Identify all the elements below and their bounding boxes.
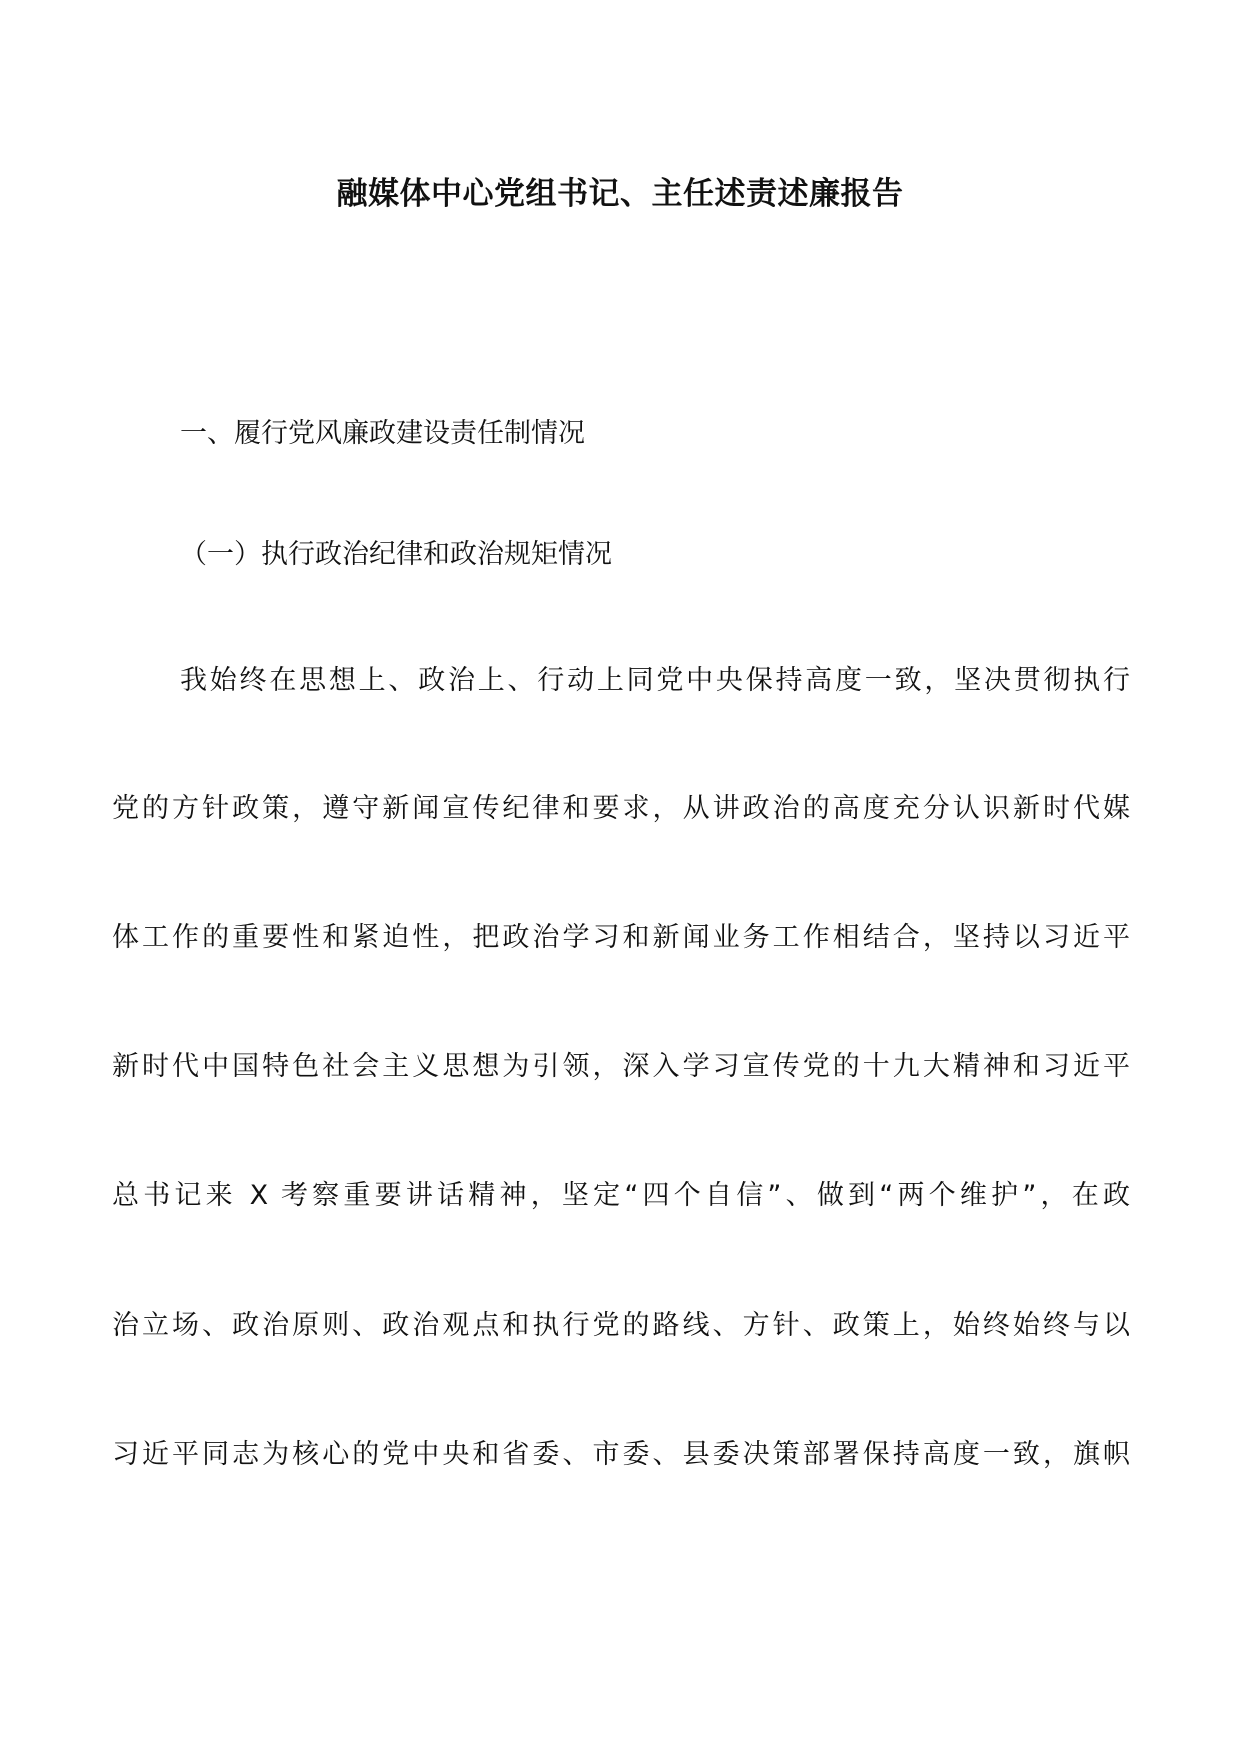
subsection-heading: （一）执行政治纪律和政治规矩情况 (180, 539, 612, 570)
document-title: 融媒体中心党组书记、主任述责述廉报告 (336, 176, 904, 212)
paragraph-line-4: 新时代中国特色社会主义思想为引领，深入学习宣传党的十九大精神和习近平 (112, 1051, 1130, 1082)
paragraph-line-5: 总书记来 X 考察重要讲话精神，坚定“四个自信”、做到“两个维护”，在政 (112, 1180, 1130, 1211)
paragraph-line-7: 习近平同志为核心的党中央和省委、市委、县委决策部署保持高度一致，旗帜 (112, 1439, 1130, 1470)
paragraph-line-1: 我始终在思想上、政治上、行动上同党中央保持高度一致，坚决贯彻执行 (180, 665, 1130, 696)
section-heading: 一、履行党风廉政建设责任制情况 (180, 418, 585, 449)
paragraph-line-6: 治立场、政治原则、政治观点和执行党的路线、方针、政策上，始终始终与以 (112, 1310, 1130, 1341)
paragraph-line-3: 体工作的重要性和紧迫性，把政治学习和新闻业务工作相结合，坚持以习近平 (112, 922, 1130, 953)
paragraph-line-2: 党的方针政策，遵守新闻宣传纪律和要求，从讲政治的高度充分认识新时代媒 (112, 793, 1130, 824)
